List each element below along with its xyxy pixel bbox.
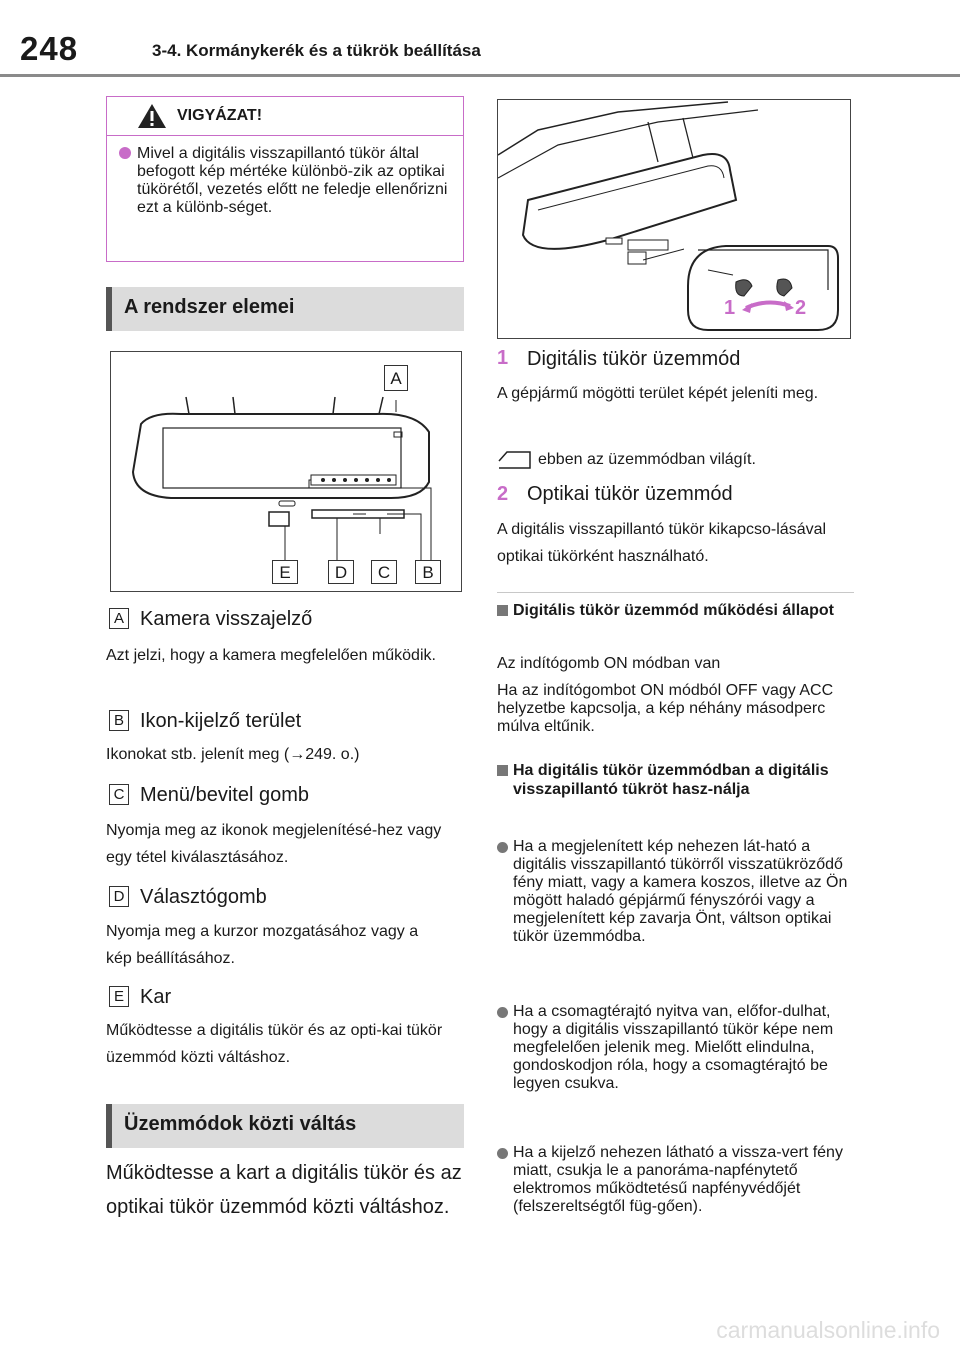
icon-note: ebben az üzemmódban világít.: [538, 451, 756, 468]
note-line: Ha az indítógombot ON módból OFF vagy ACC helyzetbe kapcsolja, a kép néhány másodperc múlva eltűnik.: [497, 682, 834, 735]
mode-num-2: 2: [497, 483, 509, 505]
section-title: Üzemmódok közti váltás: [124, 1113, 357, 1135]
mirror-figure: [110, 351, 462, 592]
callout-d: D: [328, 560, 354, 584]
item-label-b: B: [109, 710, 129, 731]
bullet-dot-icon: [119, 147, 131, 159]
item-desc-b: Ikonokat stb. jelenít meg (→249. o.): [106, 746, 360, 763]
mode-title-1: Digitális tükör üzemmód: [527, 348, 741, 370]
item-label-c: C: [109, 784, 129, 805]
page-number: 248: [20, 30, 79, 67]
divider: [497, 592, 854, 593]
item-title-c: Menü/bevitel gomb: [140, 784, 309, 806]
item-title-a: Kamera visszajelző: [140, 608, 313, 630]
bullet-dot-icon: [497, 1007, 508, 1018]
warning-box: [106, 96, 464, 262]
square-bullet-icon: [497, 765, 508, 776]
bullet-dot-icon: [497, 842, 508, 853]
figure-label-1: 1: [724, 297, 736, 319]
item-label-a: A: [109, 608, 129, 629]
watermark: carmanualsonline.info: [716, 1317, 940, 1343]
warning-title: VIGYÁZAT!: [177, 107, 263, 124]
bullet-dot-icon: [497, 1148, 508, 1159]
mode-desc-1: A gépjármű mögötti terület képét jeleníti meg.: [497, 385, 819, 402]
warning-text: Mivel a digitális visszapillantó tükör által befogott kép mértéke különbö-zik az optikai tükörétől, vezetés előtt ne feledje ellenőrizni ezt a különb-séget.: [137, 145, 448, 216]
mode-num-1: 1: [497, 347, 509, 369]
mirror-lever-figure: [497, 99, 851, 339]
item-label-e: E: [109, 986, 129, 1007]
square-bullet-icon: [497, 605, 508, 616]
warning-header: [107, 97, 463, 136]
note-line: Az indítógomb ON módban van: [497, 655, 721, 672]
note-bullet: Ha a kijelző nehezen látható a vissza-vert fény miatt, csukja le a panoráma-napfénytető elektromos működtetésű napfényvédőjét (felszereltségtől füg-gően).: [513, 1144, 843, 1215]
item-title-d: Választógomb: [140, 886, 267, 908]
header-rule: [0, 74, 960, 77]
callout-a: A: [384, 365, 408, 391]
section-bar-system: [106, 287, 464, 331]
mode-desc-2: A digitális visszapillantó tükör kikapcso-lásával optikai tükörként használható.: [497, 521, 827, 565]
section-header: 3-4. Kormánykerék és a tükrök beállítása: [152, 41, 481, 60]
callout-b: B: [415, 560, 441, 584]
mode-title-2: Optikai tükör üzemmód: [527, 483, 733, 505]
item-desc-c: Nyomja meg az ikonok megjelenítésé-hez vagy egy tétel kiválasztásához.: [106, 822, 442, 866]
item-desc-a: Azt jelzi, hogy a kamera megfelelően működik.: [106, 647, 436, 664]
callout-e: E: [272, 560, 298, 584]
callout-c: C: [371, 560, 397, 584]
figure-label-2: 2: [795, 297, 807, 319]
camera-indicator-icon: [497, 449, 531, 469]
note-heading-2: Ha digitális tükör üzemmódban a digitális visszapillantó tükröt hasz-nálja: [513, 762, 829, 798]
note-bullet: Ha a csomagtérajtó nyitva van, előfor-dulhat, hogy a digitális visszapillantó tükör képe nem megfelelően jelenik meg. Mielőtt elindulna, gondoskodjon róla, hogy a csomagtérajtó be legyen csukva.: [513, 1003, 834, 1092]
section-title: A rendszer elemei: [124, 296, 295, 318]
note-heading-1: Digitális tükör üzemmód működési állapot: [513, 602, 834, 619]
mirror-illustration: [111, 352, 461, 591]
item-label-d: D: [109, 886, 129, 907]
section-text: Működtesse a kart a digitális tükör és az optikai tükör üzemmód közti váltáshoz.: [106, 1162, 462, 1218]
note-bullet: Ha a megjelenített kép nehezen lát-ható a digitális visszapillantó tükörről visszatükröződő fény miatt, vagy a kamera koszos, illetve az Ön mögött haladó gépjármű fényszórói vagy a megjelenített kép zavarja Önt, váltson optikai tükör üzemmódba.: [513, 838, 848, 945]
item-desc-e: Működtesse a digitális tükör és az opti-kai tükör üzemmód közti váltáshoz.: [106, 1022, 443, 1066]
warning-icon: [137, 103, 167, 129]
item-title-e: Kar: [140, 986, 172, 1008]
item-desc-d: Nyomja meg a kurzor mozgatásához vagy a kép beállításához.: [106, 923, 419, 967]
section-bar-modes: [106, 1104, 464, 1148]
item-title-b: Ikon-kijelző terület: [140, 710, 302, 732]
